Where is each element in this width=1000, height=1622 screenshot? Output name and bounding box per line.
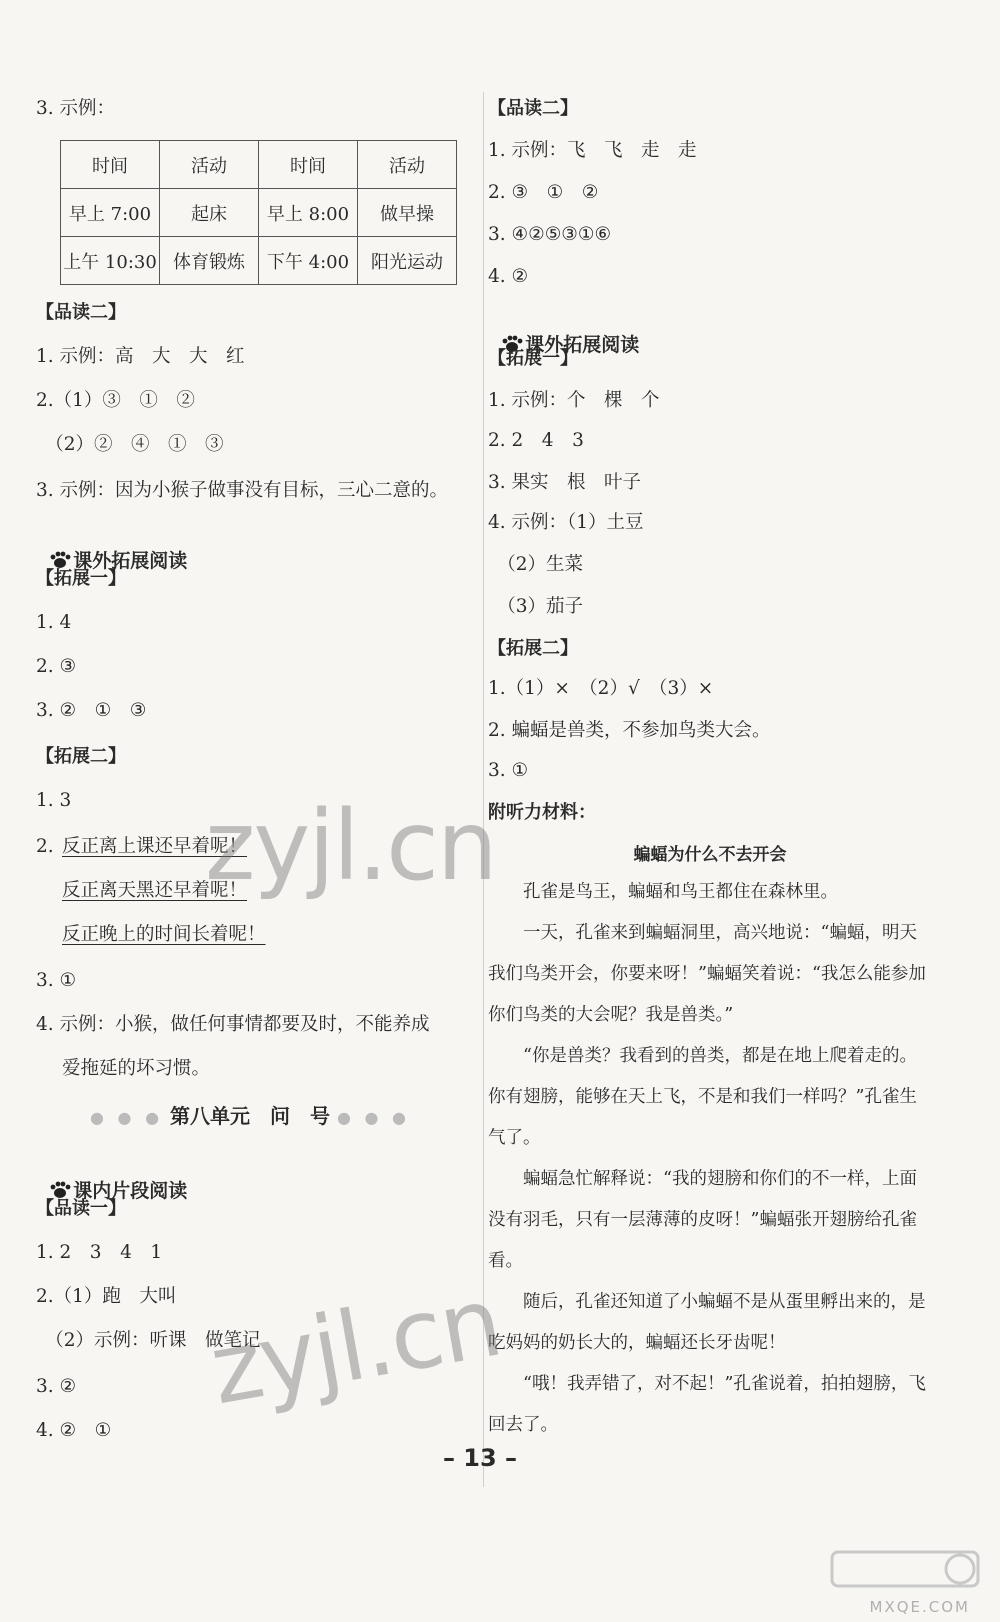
story-paragraph: 随后，孔雀还知道了小蝙蝠不是从蛋里孵出来的，是吃妈妈的奶长大的，蝙蝠还长牙齿呢！ [488, 1292, 926, 1353]
answer-line-underlined: 反正离上课还早着呢！ [62, 836, 248, 857]
table-row [61, 141, 457, 189]
answer-line: 1. 3 [36, 790, 72, 811]
answer-line: （2）示例：听课 做笔记 [36, 1330, 261, 1351]
schedule-table [60, 140, 457, 285]
section-title: 课外拓展阅读 [525, 334, 640, 356]
answer-line: 2. 蝙蝠是兽类，不参加鸟类大会。 [488, 720, 771, 741]
q3-example-label: 3. 示例： [36, 98, 116, 119]
answer-line: 爱拖延的坏习惯。 [62, 1058, 211, 1079]
answer-line: 2.（1）③ ① ② [36, 390, 195, 411]
unit-title [60, 1100, 440, 1129]
answer-line: 1. 示例：高 大 大 红 [36, 346, 245, 367]
answer-line: 2.（1）跑 大叫 [36, 1286, 177, 1307]
watermark: zyjl.cn [205, 790, 496, 902]
story-paragraph: “你是兽类？我看到的兽类，都是在地上爬着走的。你有翅膀，能够在天上飞，不是和我们一样吗？”孔雀生气了。 [488, 1046, 917, 1148]
answer-line: 1. 示例：个 棵 个 [488, 390, 660, 411]
table-cell: 下午 4:00 [259, 237, 358, 285]
left-tuozhan1-heading: 【拓展一】 [36, 568, 126, 589]
right-pindu2-heading: 【品读二】 [488, 98, 578, 119]
answer-line: 3. ② [36, 1376, 77, 1397]
unit-title-text: 第八单元 问 号 [170, 1104, 330, 1128]
section-title: 课内片段阅读 [73, 1180, 188, 1202]
answer-line: 4. 示例：（1）土豆 [488, 512, 644, 533]
answer-line: 2. ③ ① ② [488, 182, 599, 203]
page-number: – 13 – [442, 1444, 518, 1472]
answer-line: 3. ② ① ③ [36, 700, 147, 721]
answer-line: 3. 示例：因为小猴子做事没有目标，三心二意的。 [36, 480, 449, 501]
answer-line: 1.（1）× （2）√ （3）× [488, 678, 714, 699]
story-title: 蝙蝠为什么不去开会 [633, 845, 787, 865]
table-cell: 时间 [259, 141, 358, 189]
answer-line: 1. 2 3 4 1 [36, 1242, 163, 1263]
dots-decoration: ● ● ● [90, 1108, 164, 1127]
answer-line-underlined: 反正离天黑还早着呢！ [62, 880, 248, 901]
answer-line: 3. ④②⑤③①⑥ [488, 224, 612, 245]
pindu1-heading: 【品读一】 [36, 1198, 126, 1219]
table-row [61, 189, 457, 237]
table-cell: 早上 7:00 [61, 189, 160, 237]
table-row [61, 237, 457, 285]
story-paragraph: 蝙蝠急忙解释说：“我的翅膀和你们的不一样，上面没有羽毛，只有一层薄薄的皮呀！”蝙蝠张开翅膀给孔雀看。 [488, 1169, 917, 1271]
answer-line: 4. ② ① [36, 1420, 112, 1441]
table-cell: 做早操 [358, 189, 457, 237]
answer-line: 3. ① [36, 970, 77, 991]
answer-line: 3. 果实 根 叶子 [488, 472, 642, 493]
right-tuozhan2-heading: 【拓展二】 [488, 638, 578, 659]
story-paragraph: 一天，孔雀来到蝙蝠洞里，高兴地说：“蝙蝠，明天我们鸟类开会，你要来呀！”蝙蝠笑着说：“我怎么能参加你们鸟类的大会呢？我是兽类。” [488, 923, 926, 1025]
answer-line: 4. 示例：小猴，做任何事情都要及时，不能养成 [36, 1014, 430, 1035]
left-tuozhan2-heading: 【拓展二】 [36, 746, 126, 767]
answer-line: 2. 2 4 3 [488, 430, 584, 451]
table-cell: 早上 8:00 [259, 189, 358, 237]
table-cell: 阳光运动 [358, 237, 457, 285]
answer-line: （3）茄子 [488, 596, 584, 617]
table-cell: 时间 [61, 141, 160, 189]
story-paragraph: 孔雀是鸟王，蝙蝠和鸟王都住在森林里。 [523, 882, 838, 902]
dots-decoration: ● ● ● [336, 1108, 410, 1127]
answer-line: 3. ① [488, 760, 529, 781]
watermark: zyjl.cn [202, 1265, 509, 1427]
listening-label: 附听力材料： [488, 802, 596, 823]
table-cell: 活动 [358, 141, 457, 189]
story-body [488, 872, 928, 1446]
left-pindu2-heading: 【品读二】 [36, 302, 126, 323]
right-tuozhan1-heading: 【拓展一】 [488, 348, 578, 369]
answer-line: （2）生菜 [488, 554, 584, 575]
story-paragraph: “哦！我弄错了，对不起！”孔雀说着，拍拍翅膀，飞回去了。 [488, 1374, 926, 1435]
table-cell: 体育锻炼 [160, 237, 259, 285]
answer-line: 1. 示例：飞 飞 走 走 [488, 140, 697, 161]
answer-line: 4. ② [488, 266, 529, 287]
corner-logo-text: MXQE.COM [869, 1598, 970, 1616]
table-cell: 上午 10:30 [61, 237, 160, 285]
table-cell: 起床 [160, 189, 259, 237]
answer-line: 2. [36, 836, 54, 857]
section-title: 课外拓展阅读 [73, 550, 188, 572]
answer-line-underlined: 反正晚上的时间长着呢！ [62, 924, 266, 945]
table-cell: 活动 [160, 141, 259, 189]
answer-line: 2. ③ [36, 656, 77, 677]
answer-line: 1. 4 [36, 612, 72, 633]
answer-line: （2）② ④ ① ③ [36, 434, 224, 455]
